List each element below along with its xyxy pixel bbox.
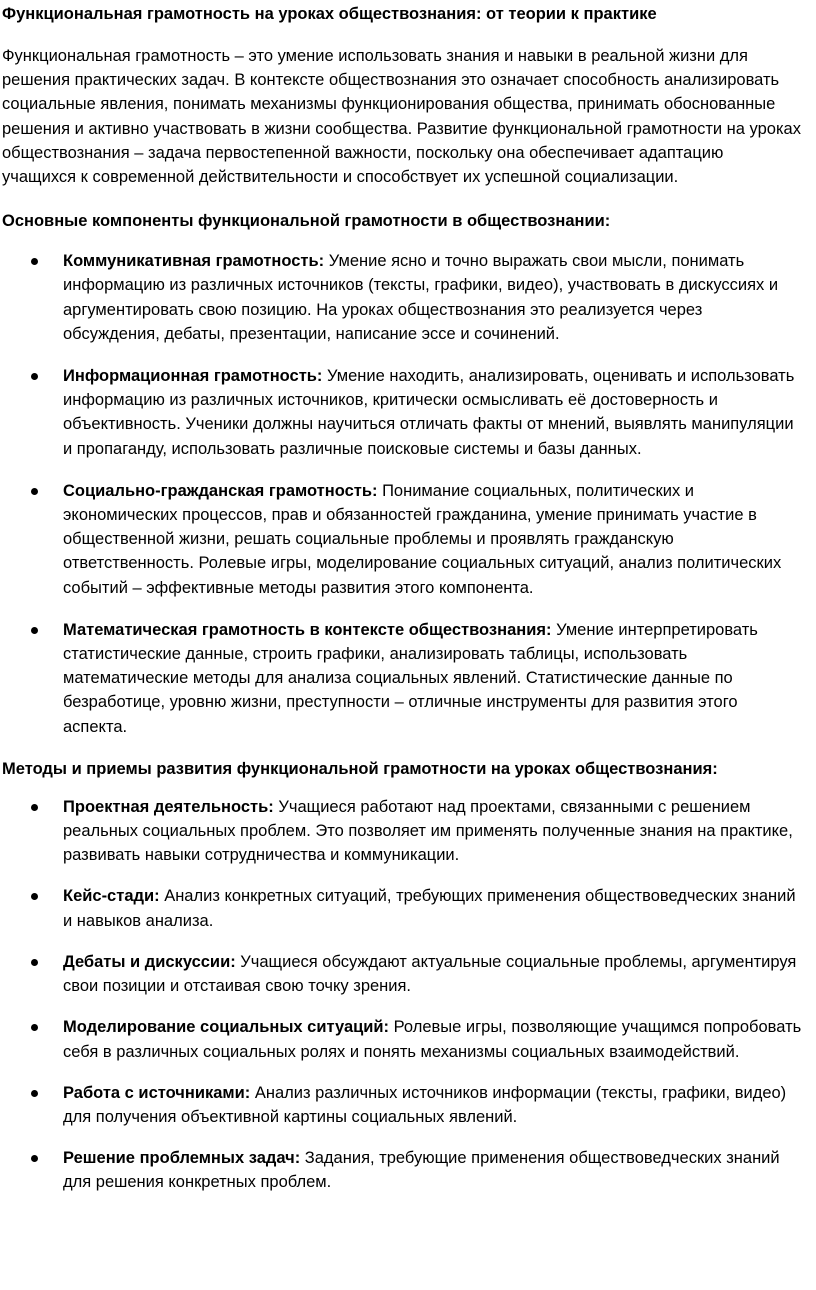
item-text: Анализ конкретных ситуаций, требующих применения обществоведческих знаний и навыков анализа. bbox=[63, 887, 796, 930]
item-text: Понимание социальных, политических и экономических процессов, прав и обязанностей гражданина, умение принимать участие в общественной жизни, решать социальные проблемы и проявлять гражданскую ответственность. Ролевые игры, моделирование социальных ситуаций, анализ политических событий – эффективные методы развития этого компонента. bbox=[63, 481, 782, 597]
item-term: Решение проблемных задач: bbox=[63, 1149, 301, 1168]
bullet-icon bbox=[31, 488, 38, 495]
bullet-icon bbox=[31, 373, 38, 380]
bullet-icon bbox=[31, 1155, 38, 1162]
item-term: Кейс-стади: bbox=[63, 887, 160, 906]
item-text: Учащиеся обсуждают актуальные социальные проблемы, аргументируя свои позиции и отстаивая свою точку зрения. bbox=[63, 952, 797, 996]
document-title: Функциональная грамотность на уроках обществознания: от теории к практике bbox=[2, 5, 657, 23]
components-list bbox=[2, 249, 802, 739]
list-item bbox=[2, 1081, 802, 1129]
item-text: Учащиеся работают над проектами, связанными с решением реальных социальных проблем. Это позволяет им применять полученные знания на практике, развивать навыки сотрудничества и коммуникации. bbox=[63, 797, 793, 865]
methods-heading: Методы и приемы развития функциональной грамотности на уроках обществознания: bbox=[2, 759, 718, 778]
bullet-icon bbox=[31, 893, 38, 900]
list-item bbox=[2, 364, 802, 461]
bullet-icon bbox=[31, 1024, 38, 1031]
item-text: Анализ различных источников информации (тексты, графики, видео) для получения объективной картины социальных явлений. bbox=[63, 1083, 787, 1126]
item-term: Информационная грамотность: bbox=[63, 367, 323, 386]
list-item bbox=[2, 795, 802, 868]
bullet-icon bbox=[31, 1090, 38, 1097]
item-text: Ролевые игры, позволяющие учащимся попробовать себя в различных социальных ролях и понять механизмы социальных взаимодействий. bbox=[63, 1018, 802, 1061]
item-term: Моделирование социальных ситуаций: bbox=[63, 1018, 390, 1037]
item-text: Задания, требующие применения обществоведческих знаний для решения конкретных проблем. bbox=[63, 1149, 780, 1192]
intro-paragraph: Функциональная грамотность – это умение использовать знания и навыки в реальной жизни для решения практических задач. В контексте обществознания это означает способность анализировать социальные явления, понимать механизмы функционирования общества, принимать обоснованные решения и активно участвовать в жизни сообщества. Развитие функциональной грамотности на уроках обществознания – задача первостепенной важности, поскольку она обеспечивает адаптацию учащихся к современной действительности и способствует их успешной социализации. bbox=[2, 47, 801, 187]
list-item bbox=[2, 884, 802, 932]
bullet-icon bbox=[31, 258, 38, 265]
components-heading: Основные компоненты функциональной грамотности в обществознании: bbox=[2, 212, 611, 231]
list-item bbox=[2, 618, 802, 739]
bullet-icon bbox=[31, 959, 38, 966]
item-term: Социально-гражданская грамотность: bbox=[63, 481, 378, 500]
item-text: Умение находить, анализировать, оценивать и использовать информацию из различных источников, критически осмысливать её достоверность и объективность. Ученики должны научиться отличать факты от мнений, выявлять манипуляции и пропаганду, использовать различные поисковые системы и базы данных. bbox=[63, 367, 795, 458]
list-item bbox=[2, 1146, 802, 1194]
bullet-icon bbox=[31, 804, 38, 811]
item-term: Работа с источниками: bbox=[63, 1083, 251, 1102]
item-text: Умение ясно и точно выражать свои мысли, понимать информацию из различных источников (тексты, графики, видео), участвовать в дискуссиях и аргументировать свою позицию. На уроках обществознания это реализуется через обсуждения, дебаты, презентации, написание эссе и сочинений. bbox=[63, 252, 779, 343]
list-item bbox=[2, 249, 802, 346]
item-text: Умение интерпретировать статистические данные, строить графики, анализировать таблицы, использовать математические методы для анализа социальных явлений. Статистические данные по безработице, уровню жизни, преступности – отличные инструменты для развития этого аспекта. bbox=[63, 620, 758, 736]
item-term: Математическая грамотность в контексте обществознания: bbox=[63, 620, 552, 639]
document-page bbox=[0, 2, 816, 1290]
item-term: Дебаты и дискуссии: bbox=[63, 952, 236, 971]
methods-list bbox=[2, 795, 802, 1195]
list-item bbox=[2, 479, 802, 600]
item-term: Коммуникативная грамотность: bbox=[63, 252, 325, 271]
list-item bbox=[2, 1015, 802, 1063]
item-term: Проектная деятельность: bbox=[63, 797, 274, 816]
bullet-icon bbox=[31, 627, 38, 634]
list-item bbox=[2, 950, 802, 998]
